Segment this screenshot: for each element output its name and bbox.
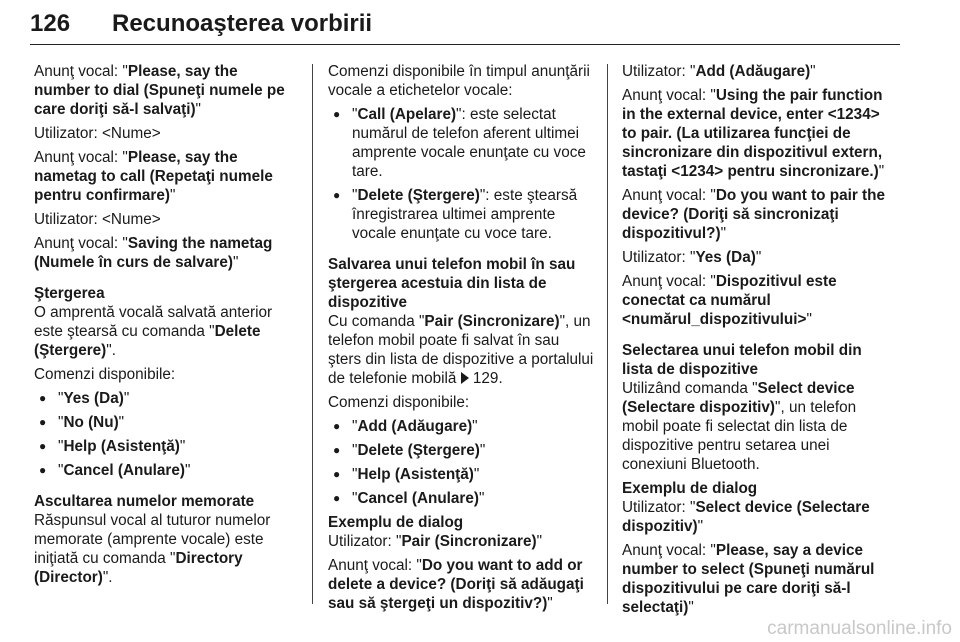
command-list	[328, 417, 594, 508]
command-list	[34, 389, 296, 480]
list-item: ● "Help (Asistenţă)"	[328, 465, 594, 484]
dialog-line: Utilizator: "Pair (Sincronizare)"	[328, 533, 543, 550]
dialog-line: Anunţ vocal: "Do you want to pair the device? (Doriţi să sincronizaţi dispozitivul?)"	[622, 187, 885, 242]
section-text: Utilizând comanda "Select device (Selectare dispozitiv)", un telefon mobil poate fi selectat din lista de dispozitive pentru setarea unei conexiuni Bluetooth.	[622, 380, 857, 473]
section-text: Răspunsul vocal al tuturor numelor memorate (amprente vocale) este iniţiată cu comanda "Directory (Director)".	[34, 512, 271, 586]
dialog-line: Anunţ vocal: "Saving the nametag (Numele în curs de salvare)"	[34, 235, 273, 271]
list-item: ● "Help (Asistenţă)"	[34, 437, 296, 456]
list-item: ● "Delete (Ştergere)"	[328, 441, 594, 460]
list-item: ● "Add (Adăugare)"	[328, 417, 594, 436]
dialog-line: Utilizator: "Add (Adăugare)"	[622, 63, 816, 80]
list-item: ● "No (Nu)"	[34, 413, 296, 432]
page-reference-link[interactable]: 129.	[472, 370, 503, 387]
available-commands-label: Comenzi disponibile:	[328, 394, 470, 411]
dialog-line: Utilizator: "Yes (Da)"	[622, 249, 762, 266]
section-text: Cu comanda "Pair (Sincronizare)", un telefon mobil poate fi salvat în sau şters din lista de dispozitive a portalului de telefonie mobilă 129.	[328, 313, 594, 387]
section-text: Comenzi disponibile în timpul anunţării vocale a etichetelor vocale:	[328, 63, 590, 99]
list-item: ● "Cancel (Anulare)"	[34, 461, 296, 480]
watermark: carmanualsonline.info	[767, 618, 952, 639]
section-heading: Exemplu de dialog	[622, 480, 758, 497]
dialog-line: Anunţ vocal: "Please, say the number to dial (Spuneţi numele pe care doriţi să-l salvaţi)"	[34, 63, 285, 118]
section-heading: Exemplu de dialog	[328, 514, 464, 531]
section-heading: Ascultarea numelor memorate	[34, 493, 255, 510]
dialog-line: Anunţ vocal: "Please, say a device number to select (Spuneţi numărul dispozitivului pe care doriţi să-l selectaţi)"	[622, 542, 875, 616]
list-item: ● "Yes (Da)"	[34, 389, 296, 408]
column-left	[34, 62, 296, 592]
list-item: ● "Call (Apelare)": este selectat numărul de telefon aferent ultimei amprente vocale enunţate cu voce tare.	[328, 105, 594, 181]
column-middle	[328, 62, 594, 618]
command-list	[328, 105, 594, 243]
dialog-line: Anunţ vocal: "Please, say the nametag to call (Repetaţi numele pentru confirmare)"	[34, 149, 273, 204]
section-heading: Selectarea unui telefon mobil din lista de dispozitive	[622, 342, 862, 378]
section-heading: Salvarea unui telefon mobil în sau ştergerea acestuia din lista de dispozitive	[328, 256, 576, 311]
section-text: O amprentă vocală salvată anterior este ştearsă cu comanda "Delete (Ştergere)".	[34, 304, 273, 359]
list-item: ● "Cancel (Anulare)"	[328, 489, 594, 508]
dialog-line: Utilizator: "Select device (Selectare dispozitiv)"	[622, 499, 870, 535]
dialog-line: Utilizator: <Nume>	[34, 125, 161, 142]
dialog-line: Anunţ vocal: "Do you want to add or delete a device? (Doriţi să adăugaţi sau să ştergeţi un dispozitiv?)"	[328, 557, 584, 612]
list-item: ● "Delete (Ştergere)": este ştearsă înregistrarea ultimei amprente vocale enunţate cu voce tare.	[328, 186, 594, 243]
column-right	[622, 62, 890, 622]
column-divider	[607, 64, 608, 604]
dialog-line: Utilizator: <Nume>	[34, 211, 161, 228]
page-reference-arrow-icon	[461, 372, 469, 384]
dialog-line: Anunţ vocal: "Using the pair function in the external device, enter <1234> to pair. (La utilizarea funcţiei de sincronizare din dispozitivul extern, tastaţi <1234> pentru sincronizare.)"	[622, 87, 885, 180]
page-title: Recunoaşterea vorbirii	[112, 10, 373, 37]
dialog-line: Anunţ vocal: "Dispozitivul este conectat ca numărul <numărul_dispozitivului>"	[622, 273, 837, 328]
page-header	[30, 4, 900, 45]
column-divider	[312, 64, 313, 604]
available-commands-label: Comenzi disponibile:	[34, 366, 176, 383]
section-heading: Ştergerea	[34, 285, 105, 302]
page-number: 126	[30, 10, 71, 37]
